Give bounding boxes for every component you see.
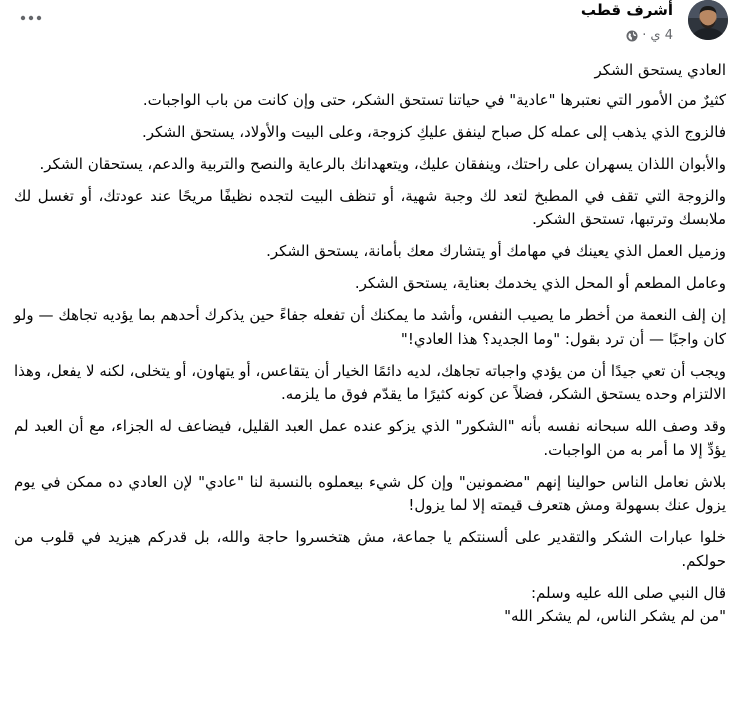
closing-quote: "من لم يشكر الناس، لم يشكر الله"	[504, 607, 726, 625]
post-closing	[14, 582, 726, 629]
post-paragraph: بلاش نعامل الناس حوالينا إنهم "مضمونين" وإن كل شيء بيعملوه بالنسبة لنا "عادي" لإن العادي ده ممكن في يوم يزول عنك بسهولة ومش هتعرف قيمته إلا لما يزول!	[14, 472, 726, 514]
post-title: العادي يستحق الشكر	[594, 61, 726, 79]
post-time[interactable]: 4 ي	[650, 28, 673, 43]
globe-icon[interactable]	[626, 30, 638, 42]
post-paragraph: وعامل المطعم أو المحل الذي يخدمك بعناية، يستحق الشكر.	[354, 274, 726, 292]
post-paragraph: ويجب أن تعي جيدًا أن من يؤدي واجباته تجاهك، لديه دائمًا الخيار أن يتقاعس، أو يتهاون، أو يتخلى، لكنه لا يفعل، وهذا الالتزام وحده يستحق الشكر، فضلاً عن كونه كثيرًا ما يقدّم فوق ما يلزمه.	[14, 361, 726, 403]
post-paragraph: إن إلف النعمة من أخطر ما يصيب النفس، وأشد ما يمكنك أن تفعله جفاءً حين يذكرك أحدهم بما يؤديه تجاهك — ولو كان واجبًا — أن ترد بقول: "وما الجديد؟ هذا العادي!"	[14, 306, 726, 348]
post-paragraph: كثيرٌ من الأمور التي نعتبرها "عادية" في حياتنا تستحق الشكر، حتى وإن كانت من باب الواجبات.	[142, 90, 726, 109]
post-paragraph: وقد وصف الله سبحانه نفسه بأنه "الشكور" الذي يزكو عنده عمل العبد القليل، فيضاعف له الجزاء، مع أن العبد لم يؤدِّ إلا ما أمر به من الواجبات.	[14, 417, 726, 459]
more-horizontal-icon	[20, 15, 42, 21]
post-header	[0, 0, 739, 56]
post-paragraph: والزوجة التي تقف في المطبخ لتعد لك وجبة شهية، أو تنظف البيت لتجده نظيفًا مريحًا عند عودتك، أو تغسل لك ملابسك وترتبها، تستحق الشكر.	[14, 186, 726, 228]
post-paragraph: وزميل العمل الذي يعينك في مهامك أو يتشارك معك بأمانة، يستحق الشكر.	[266, 242, 726, 260]
post-paragraph: فالزوج الذي يذهب إلى عمله كل صباح لينفق عليكِ كزوجة، وعلى البيت والأولاد، يستحق الشكر.	[141, 122, 726, 141]
author-name[interactable]: أشرف قطب	[580, 1, 673, 19]
more-options-button[interactable]	[18, 8, 44, 28]
post-content	[14, 59, 726, 629]
closing-intro: قال النبي صلى الله عليه وسلم:	[530, 583, 726, 602]
post-paragraph: والأبوان اللذان يسهران على راحتك، وينفقان عليك، ويتعهدانك بالرعاية والنصح والتربية والدعم، يستحقان الشكر.	[39, 154, 726, 173]
meta-separator: ·	[642, 28, 647, 43]
post-meta	[626, 28, 673, 43]
post-paragraph: خلوا عبارات الشكر والتقدير على ألسنتكم يا جماعة، مش هتخسروا حاجة والله، بل قدركم هيزيد في قلوب من حولكم.	[14, 528, 726, 570]
avatar-image	[688, 0, 728, 40]
avatar[interactable]	[688, 0, 728, 40]
